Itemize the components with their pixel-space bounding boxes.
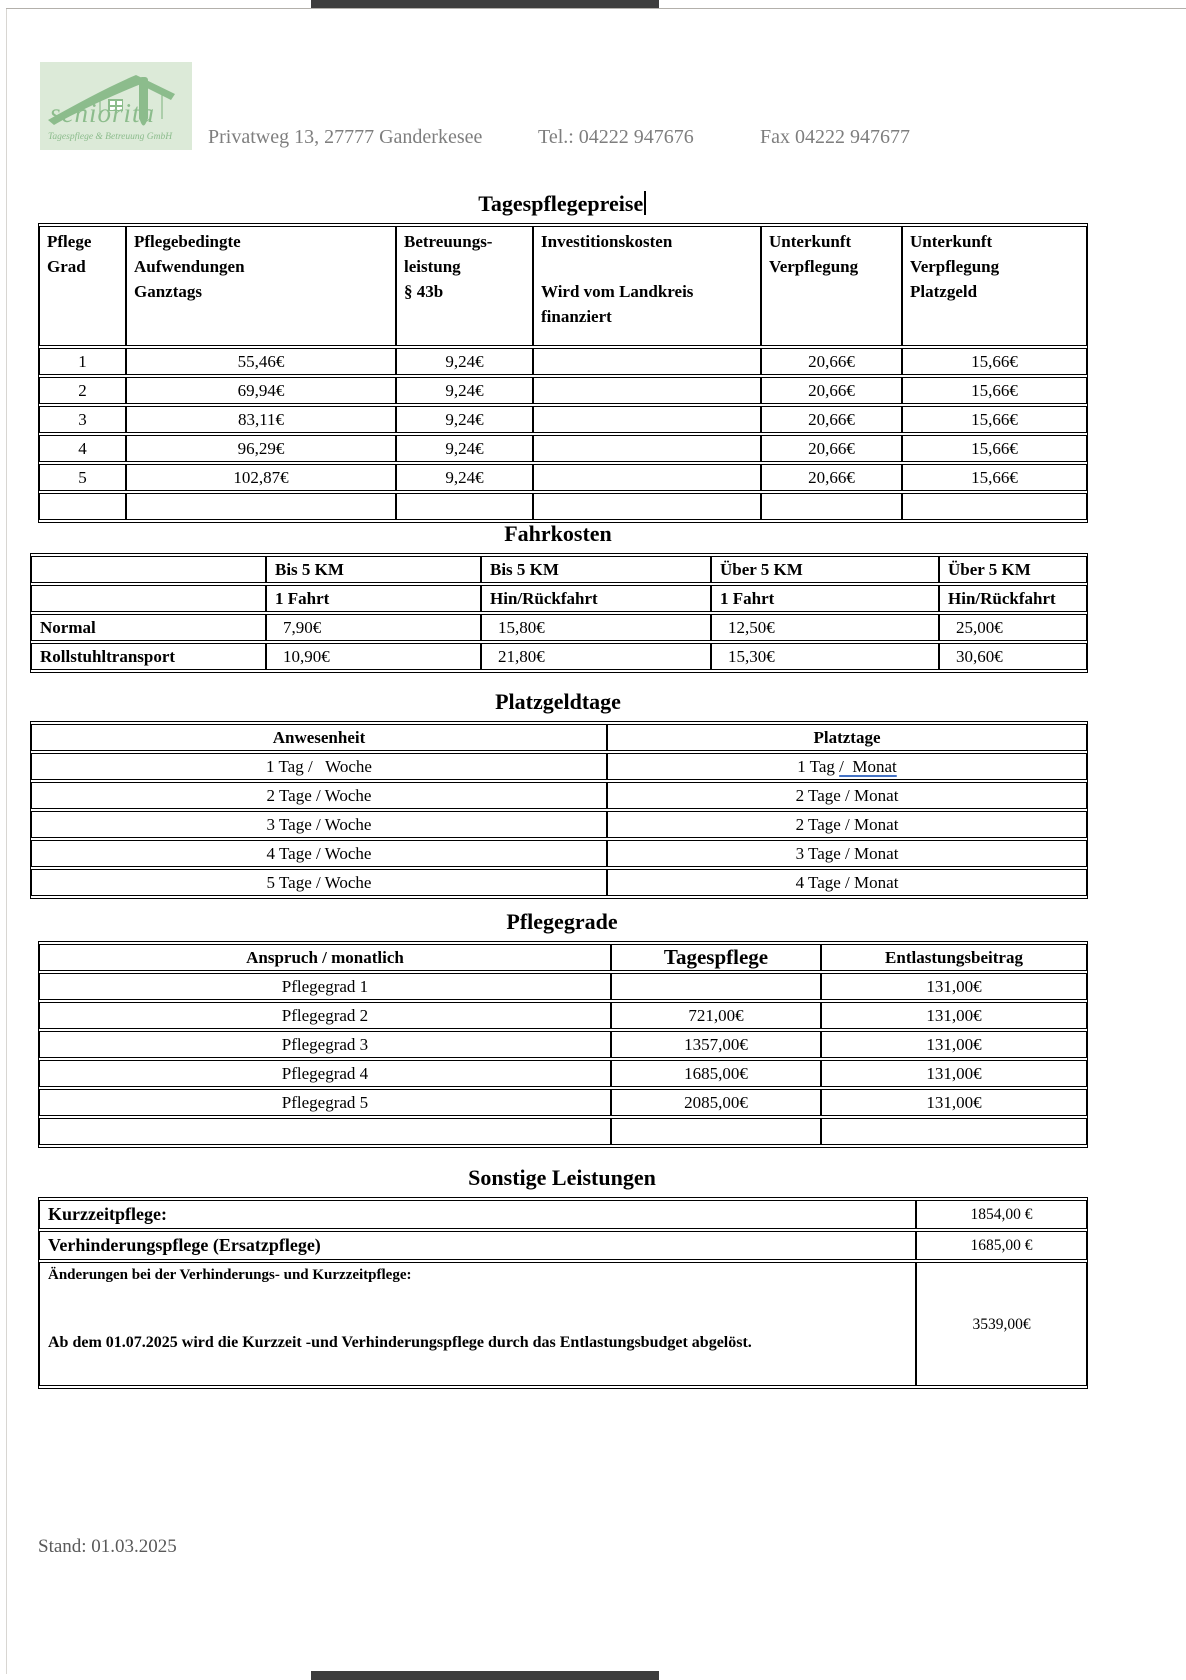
table-cell: 10,90€	[266, 643, 481, 670]
text-cursor	[644, 191, 646, 215]
tagespflegepreise-table	[38, 223, 1088, 523]
table-cell: Normal	[31, 614, 266, 641]
table-cell: Pflegegrad 2	[39, 1002, 611, 1029]
table-row	[39, 406, 1087, 433]
column-header	[31, 556, 266, 583]
column-header: 1 Fahrt	[711, 585, 939, 612]
table-cell: 2 Tage / Monat	[607, 811, 1087, 838]
column-header: Pflege Grad	[39, 226, 126, 346]
company-phone: Tel.: 04222 947676	[538, 126, 694, 148]
table-cell	[39, 1118, 611, 1145]
note-heading: Änderungen bei der Verhinderungs- und Kurzzeitpflege:	[48, 1267, 412, 1283]
document-date: Stand: 01.03.2025	[38, 1536, 177, 1557]
table-cell: 20,66€	[761, 348, 902, 375]
table-row	[31, 643, 1087, 670]
table-row	[39, 377, 1087, 404]
table-cell: 721,00€	[611, 1002, 821, 1029]
table-cell: 5 Tage / Woche	[31, 869, 607, 896]
column-header: Unterkunft Verpflegung Platzgeld	[902, 226, 1087, 346]
header-row	[39, 944, 1087, 971]
table-cell	[396, 493, 533, 520]
table-row	[31, 753, 1087, 780]
table-cell: Pflegegrad 4	[39, 1060, 611, 1087]
table-row	[39, 493, 1087, 520]
table-cell: 21,80€	[481, 643, 711, 670]
table-cell	[533, 464, 761, 491]
table-row	[39, 1089, 1087, 1116]
column-header: Investitionskosten Wird vom Landkreis finanziert	[533, 226, 761, 346]
table-row	[39, 1231, 1087, 1260]
table-cell: 9,24€	[396, 406, 533, 433]
company-address: Privatweg 13, 27777 Ganderkesee	[208, 126, 483, 148]
table-cell	[533, 377, 761, 404]
table-cell: 15,66€	[902, 464, 1087, 491]
section-title-fahrkosten: Fahrkosten	[504, 521, 612, 546]
pflegegrade-header	[39, 944, 1087, 971]
table-cell: 9,24€	[396, 435, 533, 462]
platzgeldtage-body	[31, 753, 1087, 896]
table-cell: 30,60€	[939, 643, 1087, 670]
table-cell	[533, 435, 761, 462]
table-row	[39, 973, 1087, 1000]
table-cell: 1	[39, 348, 126, 375]
table-cell: Verhinderungspflege (Ersatzpflege)	[39, 1231, 916, 1260]
table-cell	[533, 493, 761, 520]
table-cell: 1854,00 €	[916, 1200, 1087, 1229]
table-cell: Pflegegrad 5	[39, 1089, 611, 1116]
platzgeldtage-header	[31, 724, 1087, 751]
table-row	[31, 614, 1087, 641]
fahrkosten-table	[30, 553, 1088, 673]
table-row	[39, 1002, 1087, 1029]
section-title-pflegegrade: Pflegegrade	[506, 909, 618, 934]
table-cell: 15,66€	[902, 348, 1087, 375]
table-row	[31, 782, 1087, 809]
column-header: Bis 5 KM	[266, 556, 481, 583]
table-cell: Pflegegrad 3	[39, 1031, 611, 1058]
table-cell	[39, 493, 126, 520]
table-cell: Kurzzeitpflege:	[39, 1200, 916, 1229]
section-title-sonstige-leistungen: Sonstige Leistungen	[468, 1165, 656, 1190]
table-cell: 20,66€	[761, 377, 902, 404]
table-row	[39, 348, 1087, 375]
table-cell: 2 Tage / Monat	[607, 782, 1087, 809]
column-header: Anwesenheit	[31, 724, 607, 751]
table-row	[39, 464, 1087, 491]
table-cell	[821, 1118, 1087, 1145]
table-cell: 9,24€	[396, 377, 533, 404]
table-cell: 4	[39, 435, 126, 462]
pflegegrade-table	[38, 941, 1088, 1148]
tagespflegepreise-header	[39, 226, 1087, 346]
section-title-tagespflegepreise	[38, 190, 1086, 218]
title-text: Tagespflegepreise	[478, 191, 644, 216]
table-row	[39, 1262, 1087, 1386]
column-header: Hin/Rückfahrt	[481, 585, 711, 612]
page-edge-left	[6, 9, 7, 1674]
table-cell: 3539,00€	[916, 1262, 1087, 1386]
table-cell: 69,94€	[126, 377, 396, 404]
fahrkosten-body	[31, 614, 1087, 670]
table-cell: 131,00€	[821, 973, 1087, 1000]
table-cell	[761, 493, 902, 520]
page-separator-bottom	[311, 1671, 659, 1680]
table-cell: 131,00€	[821, 1060, 1087, 1087]
table-cell: 102,87€	[126, 464, 396, 491]
table-cell: 9,24€	[396, 348, 533, 375]
company-logo	[40, 62, 192, 150]
table-cell	[611, 973, 821, 1000]
header-row	[31, 585, 1087, 612]
table-cell: 9,24€	[396, 464, 533, 491]
company-fax: Fax 04222 947677	[760, 126, 910, 148]
table-cell: 1357,00€	[611, 1031, 821, 1058]
table-cell	[533, 406, 761, 433]
table-cell	[533, 348, 761, 375]
fahrkosten-header	[31, 556, 1087, 612]
table-row	[31, 811, 1087, 838]
column-header: Hin/Rückfahrt	[939, 585, 1087, 612]
table-row	[39, 1118, 1087, 1145]
table-cell: 4 Tage / Woche	[31, 840, 607, 867]
column-header: Pflegebedingte Aufwendungen Ganztags	[126, 226, 396, 346]
table-row	[39, 1060, 1087, 1087]
table-cell: 15,80€	[481, 614, 711, 641]
platzgeldtage-table	[30, 721, 1088, 899]
header-row	[31, 556, 1087, 583]
logo-name: seniorita	[50, 98, 156, 128]
table-row	[39, 435, 1087, 462]
table-cell: 2	[39, 377, 126, 404]
section-pflegegrade	[38, 908, 1086, 1148]
table-cell: 15,66€	[902, 377, 1087, 404]
table-cell: 20,66€	[761, 464, 902, 491]
column-header: Tagespflege	[611, 944, 821, 971]
table-cell: 1 Tag / Monat	[607, 753, 1087, 780]
table-cell	[126, 493, 396, 520]
column-header: Anspruch / monatlich	[39, 944, 611, 971]
table-cell: Pflegegrad 1	[39, 973, 611, 1000]
column-header: Betreuungs- leistung § 43b	[396, 226, 533, 346]
table-cell: 20,66€	[761, 435, 902, 462]
table-cell: 1685,00€	[611, 1060, 821, 1087]
section-platzgeldtage	[30, 688, 1086, 899]
table-cell	[611, 1118, 821, 1145]
page-edge-top	[6, 8, 1186, 9]
table-cell: 131,00€	[821, 1031, 1087, 1058]
column-header: Platztage	[607, 724, 1087, 751]
column-header: Über 5 KM	[939, 556, 1087, 583]
column-header: 1 Fahrt	[266, 585, 481, 612]
table-cell: Rollstuhltransport	[31, 643, 266, 670]
section-tagespflegepreise	[38, 190, 1086, 523]
header-row	[31, 724, 1087, 751]
table-cell: 15,66€	[902, 406, 1087, 433]
column-header: Bis 5 KM	[481, 556, 711, 583]
column-header: Unterkunft Verpflegung	[761, 226, 902, 346]
table-cell	[39, 1262, 916, 1386]
header-row	[39, 226, 1087, 346]
table-cell: 2085,00€	[611, 1089, 821, 1116]
table-cell: 4 Tage / Monat	[607, 869, 1087, 896]
table-cell: 25,00€	[939, 614, 1087, 641]
underlined-text: / Monat	[839, 757, 897, 776]
table-cell: 7,90€	[266, 614, 481, 641]
note-text: Ab dem 01.07.2025 wird die Kurzzeit -und Verhinderungspflege durch das Entlastungsbudget abgelöst.	[48, 1334, 752, 1351]
table-cell: 12,50€	[711, 614, 939, 641]
table-row	[31, 869, 1087, 896]
table-cell: 55,46€	[126, 348, 396, 375]
table-cell: 15,30€	[711, 643, 939, 670]
column-header: Entlastungsbeitrag	[821, 944, 1087, 971]
logo-subtitle: Tagespflege & Betreuung GmbH	[48, 132, 173, 142]
table-cell: 96,29€	[126, 435, 396, 462]
tagespflegepreise-body	[39, 348, 1087, 520]
table-cell	[902, 493, 1087, 520]
table-row	[39, 1200, 1087, 1229]
table-cell: 5	[39, 464, 126, 491]
table-row	[31, 840, 1087, 867]
table-cell: 2 Tage / Woche	[31, 782, 607, 809]
table-cell: 1685,00 €	[916, 1231, 1087, 1260]
column-header	[31, 585, 266, 612]
section-sonstige-leistungen	[38, 1164, 1086, 1389]
table-cell: 1 Tag / Woche	[31, 753, 607, 780]
table-row	[39, 1031, 1087, 1058]
table-cell: 3 Tage / Monat	[607, 840, 1087, 867]
table-cell: 83,11€	[126, 406, 396, 433]
sonstige-leistungen-table	[38, 1197, 1088, 1389]
table-cell: 3	[39, 406, 126, 433]
pflegegrade-body	[39, 973, 1087, 1145]
section-title-platzgeldtage: Platzgeldtage	[495, 689, 621, 714]
table-cell: 131,00€	[821, 1002, 1087, 1029]
table-cell: 15,66€	[902, 435, 1087, 462]
table-cell: 20,66€	[761, 406, 902, 433]
column-header: Über 5 KM	[711, 556, 939, 583]
table-cell: 3 Tage / Woche	[31, 811, 607, 838]
table-cell: 131,00€	[821, 1089, 1087, 1116]
section-fahrkosten	[30, 520, 1086, 673]
